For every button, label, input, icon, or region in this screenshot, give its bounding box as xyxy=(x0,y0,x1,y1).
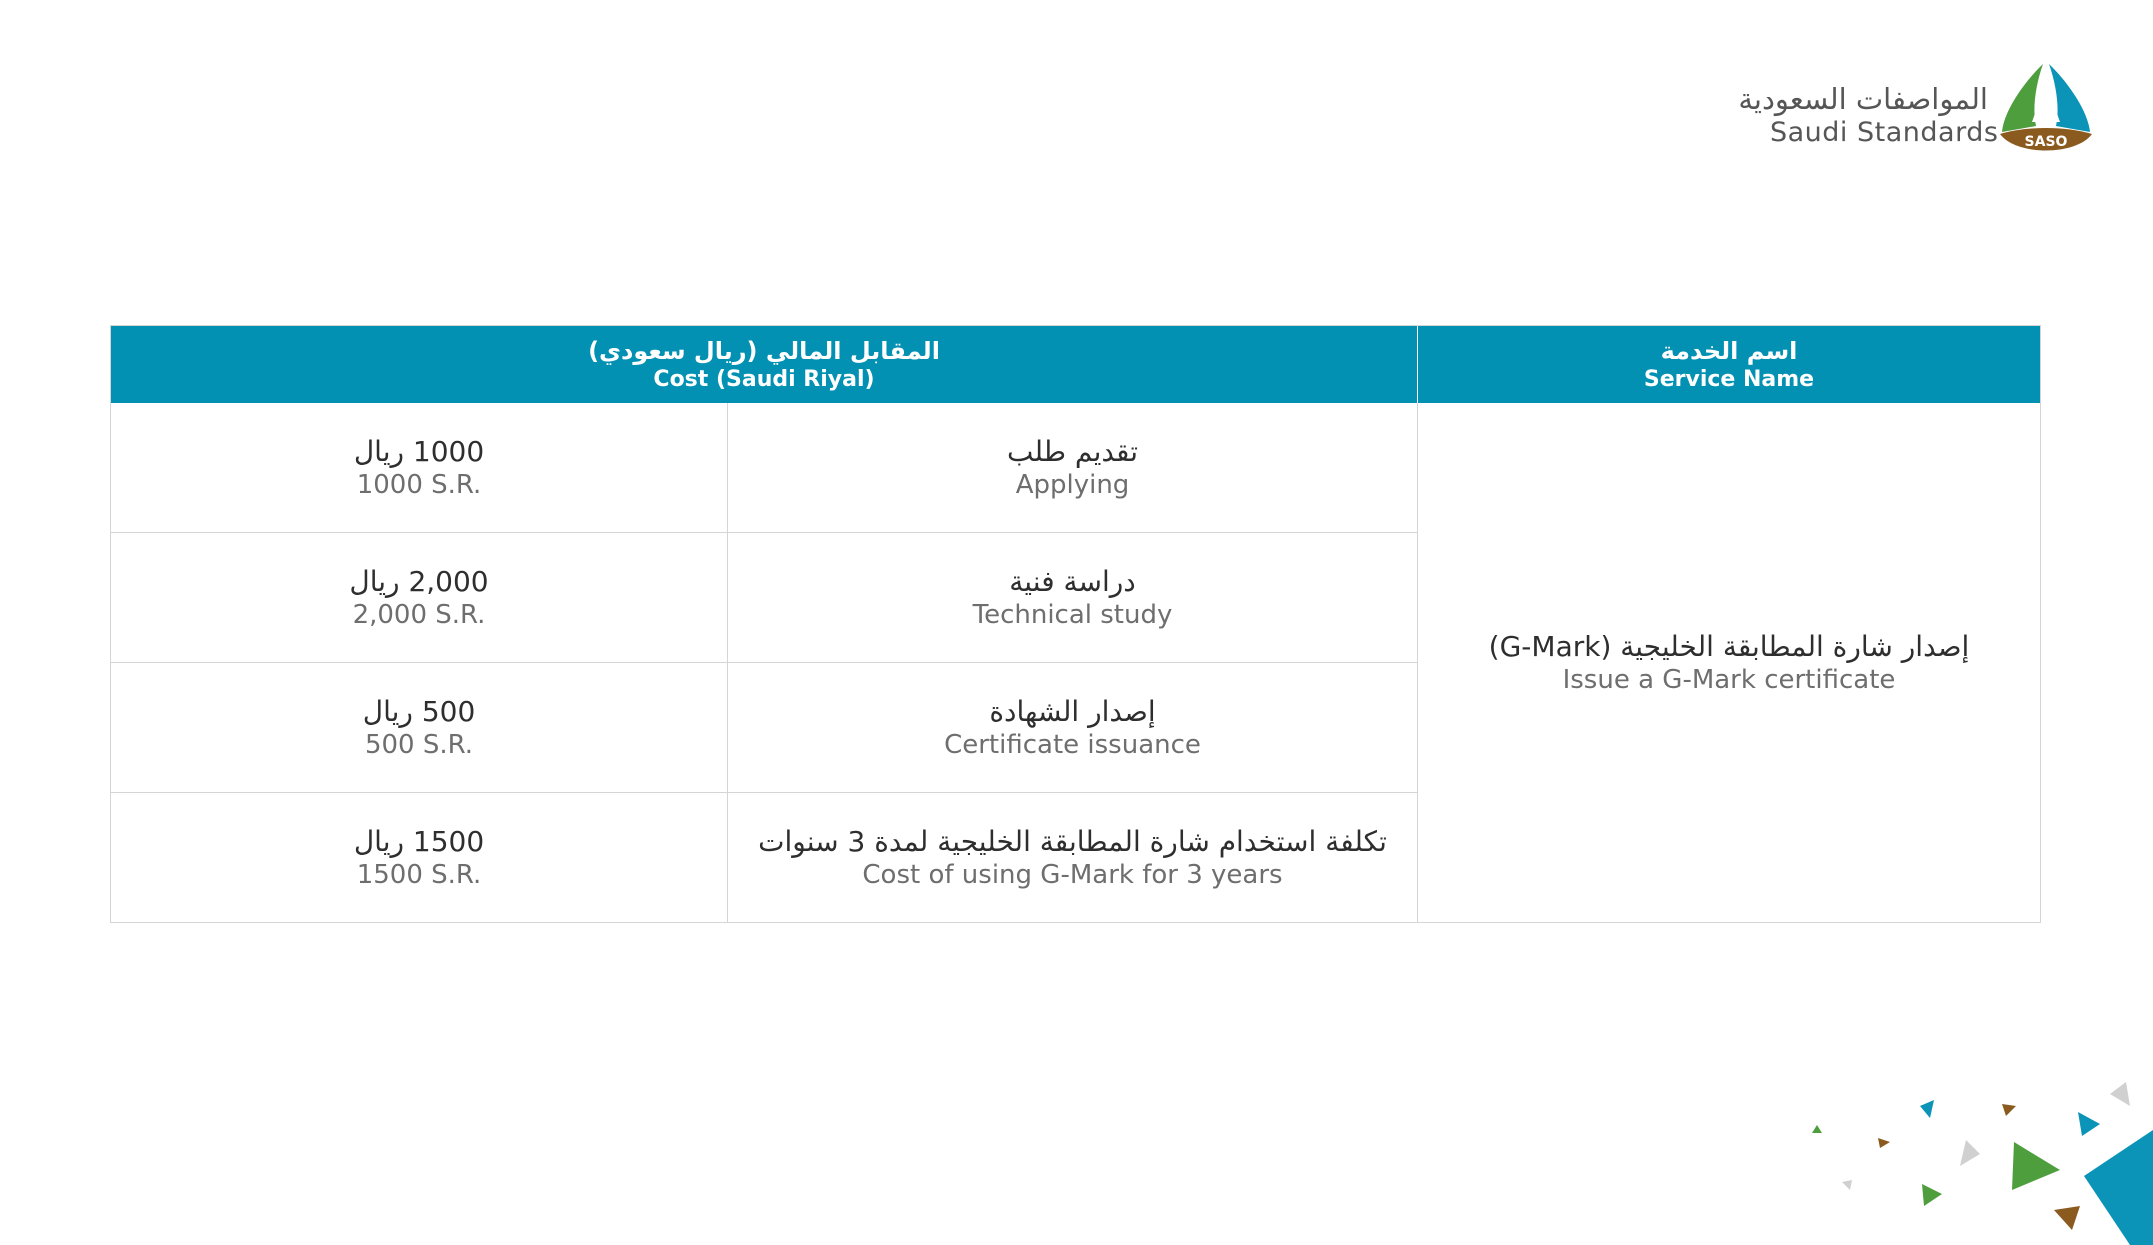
fee-item-arabic: تقديم طلب xyxy=(1006,434,1139,468)
cost-english: 500 S.R. xyxy=(364,729,474,760)
header-cost xyxy=(111,326,1418,403)
header-service-name xyxy=(1418,326,2040,403)
table-body xyxy=(111,403,2040,922)
cost-cell xyxy=(111,663,728,792)
fee-item-english: Certificate issuance xyxy=(944,729,1201,760)
cost-english: 1500 S.R. xyxy=(356,859,482,890)
cost-cell xyxy=(111,793,728,922)
cost-arabic: 1500 ريال xyxy=(353,824,485,858)
fee-item-cell xyxy=(728,793,1417,922)
saso-emblem-icon xyxy=(1996,60,2096,156)
cost-english: 1000 S.R. xyxy=(356,469,482,500)
cost-english: 2,000 S.R. xyxy=(352,599,486,630)
cost-cell xyxy=(111,403,728,532)
service-name-english: Issue a G-Mark certificate xyxy=(1562,664,1896,695)
cost-cell xyxy=(111,533,728,662)
cost-arabic: 2,000 ريال xyxy=(349,564,489,598)
logo-badge-text: SASO xyxy=(2024,134,2068,150)
header-cost-arabic: المقابل المالي (ريال سعودي) xyxy=(588,336,940,365)
table-row xyxy=(111,403,1417,533)
logo-wordmark xyxy=(1738,82,1999,150)
cost-arabic: 1000 ريال xyxy=(353,434,485,468)
logo-arabic-text: المواصفات السعودية xyxy=(1738,82,1988,116)
logo-english-text: Saudi Standards xyxy=(1770,117,1999,148)
fee-item-arabic: تكلفة استخدام شارة المطابقة الخليجية لمدة 3 سنوات xyxy=(758,824,1387,858)
service-name-cell xyxy=(1418,403,2040,922)
table-row xyxy=(111,533,1417,663)
table-header xyxy=(111,326,2040,403)
saso-logo xyxy=(1738,58,2100,158)
header-service-arabic: اسم الخدمة xyxy=(1660,336,1798,365)
fee-rows xyxy=(111,403,1418,922)
table-row xyxy=(111,793,1417,922)
fee-item-english: Cost of using G-Mark for 3 years xyxy=(862,859,1283,890)
table-row xyxy=(111,663,1417,793)
fee-item-english: Technical study xyxy=(972,599,1173,630)
service-name-arabic: إصدار شارة المطابقة الخليجية (G-Mark) xyxy=(1488,629,1970,663)
fee-item-arabic: إصدار الشهادة xyxy=(989,694,1156,728)
cost-arabic: 500 ريال xyxy=(362,694,476,728)
decorative-triangles xyxy=(1780,1070,2153,1245)
fees-table xyxy=(110,325,2041,923)
header-cost-english: Cost (Saudi Riyal) xyxy=(653,366,875,392)
fee-item-arabic: دراسة فنية xyxy=(1009,564,1136,598)
fee-item-cell xyxy=(728,403,1417,532)
fee-item-english: Applying xyxy=(1015,469,1130,500)
fee-item-cell xyxy=(728,663,1417,792)
fee-item-cell xyxy=(728,533,1417,662)
header-service-english: Service Name xyxy=(1643,366,1815,392)
